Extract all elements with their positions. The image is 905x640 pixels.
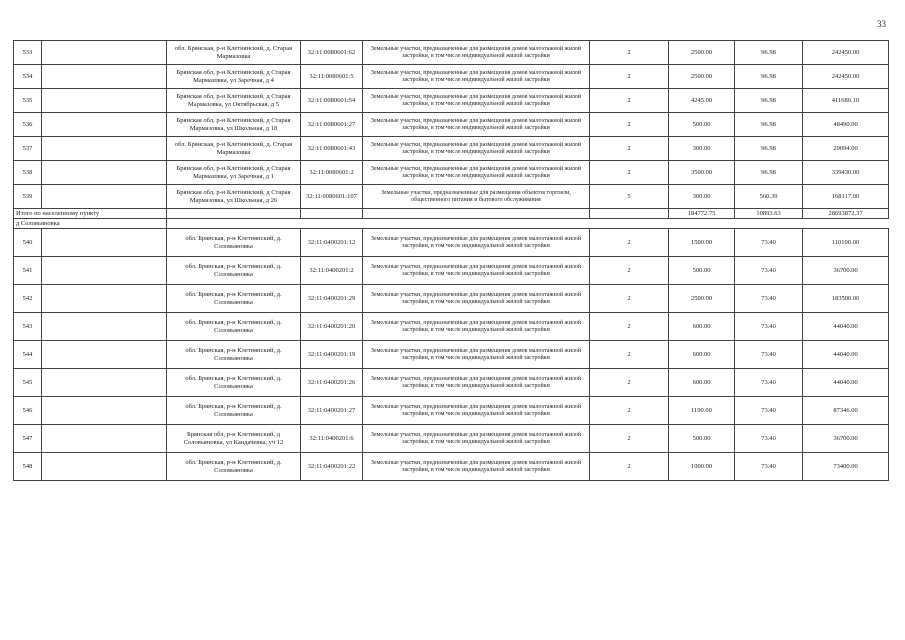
- row-number: 538: [14, 161, 42, 185]
- unit-cadastral-value: 73.40: [735, 341, 803, 369]
- unit-cadastral-value: 96.98: [735, 65, 803, 89]
- land-use-purpose: Земельные участки, предназначенные для размещения домов малоэтажной жилой застройки, в том числе индивидуальной жилой застройки: [363, 257, 590, 285]
- area: 3500.00: [669, 161, 735, 185]
- cell-empty: [42, 397, 167, 425]
- cadastral-value: 29094.00: [803, 137, 889, 161]
- cadastral-number: 32:11:0080601:27: [301, 113, 363, 137]
- row-number: 544: [14, 341, 42, 369]
- cadastral-number: 32:11:0080601:2: [301, 161, 363, 185]
- land-use-purpose: Земельные участки, предназначенные для размещения домов малоэтажной жилой застройки, в том числе индивидуальной жилой застройки: [363, 113, 590, 137]
- area: 4245.00: [669, 89, 735, 113]
- cadastral-value: 110100.00: [803, 229, 889, 257]
- table-row: [14, 257, 889, 285]
- area: 600.00: [669, 313, 735, 341]
- cell-empty: [42, 453, 167, 481]
- land-use-purpose: Земельные участки, предназначенные для размещения домов малоэтажной жилой застройки, в том числе индивидуальной жилой застройки: [363, 313, 590, 341]
- cadastral-number: 32:11:0400201:20: [301, 313, 363, 341]
- cadastral-value: 242450.00: [803, 41, 889, 65]
- table-row: [14, 137, 889, 161]
- cadastral-value: 411680.10: [803, 89, 889, 113]
- unit-cadastral-value: 73.40: [735, 229, 803, 257]
- address: обл. Брянская, р-н Клетнянский, д. Соловьяновка: [167, 341, 301, 369]
- subtotal-value: 28693872.37: [803, 209, 889, 219]
- cadastral-value: 168117.00: [803, 185, 889, 209]
- group-code: 2: [590, 161, 669, 185]
- group-code: 5: [590, 185, 669, 209]
- land-use-purpose: Земельные участки, предназначенные для размещения объектов торговли, общественного питания и бытового обслуживания: [363, 185, 590, 209]
- unit-cadastral-value: 73.40: [735, 285, 803, 313]
- unit-cadastral-value: 73.40: [735, 313, 803, 341]
- cadastral-value: 73400.00: [803, 453, 889, 481]
- unit-cadastral-value: 73.40: [735, 397, 803, 425]
- cadastral-value: 183500.00: [803, 285, 889, 313]
- land-plot-table: [13, 40, 889, 481]
- cell-empty: [42, 257, 167, 285]
- area: 2500.00: [669, 65, 735, 89]
- area: 1190.00: [669, 397, 735, 425]
- row-number: 533: [14, 41, 42, 65]
- land-use-purpose: Земельные участки, предназначенные для размещения домов малоэтажной жилой застройки, в том числе индивидуальной жилой застройки: [363, 425, 590, 453]
- cadastral-number: 32:11:0400201:29: [301, 285, 363, 313]
- cadastral-number: 32:11:0080601:43: [301, 137, 363, 161]
- cadastral-number: 32:11:0080601:54: [301, 89, 363, 113]
- cell-empty: [42, 313, 167, 341]
- cadastral-value: 44040.00: [803, 341, 889, 369]
- unit-cadastral-value: 96.98: [735, 113, 803, 137]
- cadastral-number: 32:11:0080601:62: [301, 41, 363, 65]
- subtotal-price: 10893.63: [735, 209, 803, 219]
- group-code: 2: [590, 397, 669, 425]
- row-number: 547: [14, 425, 42, 453]
- cell-empty: [590, 209, 669, 219]
- row-number: 545: [14, 369, 42, 397]
- address: обл. Брянская, р-н Клетнянский, д. Соловьяновка: [167, 397, 301, 425]
- row-number: 539: [14, 185, 42, 209]
- row-number: 543: [14, 313, 42, 341]
- unit-cadastral-value: 73.40: [735, 369, 803, 397]
- group-code: 2: [590, 425, 669, 453]
- land-use-purpose: Земельные участки, предназначенные для размещения домов малоэтажной жилой застройки, в том числе индивидуальной жилой застройки: [363, 89, 590, 113]
- address: обл. Брянская, р-н Клетнянский, д. Старая Мармазовка: [167, 41, 301, 65]
- cadastral-value: 242450.00: [803, 65, 889, 89]
- cadastral-number: 32:11:0400201:6: [301, 425, 363, 453]
- land-use-purpose: Земельные участки, предназначенные для размещения домов малоэтажной жилой застройки, в том числе индивидуальной жилой застройки: [363, 397, 590, 425]
- subtotal-label: Итого по населенному пункту: [14, 209, 167, 219]
- address: обл. Брянская, р-н Клетнянский, д. Соловьяновка: [167, 257, 301, 285]
- cadastral-number: 32:11:0400201:2: [301, 257, 363, 285]
- cell-empty: [42, 65, 167, 89]
- subtotal-area: 184772.75: [669, 209, 735, 219]
- row-number: 534: [14, 65, 42, 89]
- cell-empty: [42, 425, 167, 453]
- table-row: [14, 65, 889, 89]
- cadastral-value: 44040.00: [803, 369, 889, 397]
- group-code: 2: [590, 89, 669, 113]
- cadastral-number: 32:11:0400201:27: [301, 397, 363, 425]
- page-number: 33: [877, 19, 886, 29]
- group1-rows: [14, 41, 889, 209]
- table-row: [14, 41, 889, 65]
- group-code: 2: [590, 65, 669, 89]
- settlement-name: д Соловьяновка: [14, 219, 167, 229]
- table-row: [14, 341, 889, 369]
- table-row: [14, 425, 889, 453]
- area: 500.00: [669, 113, 735, 137]
- cell-empty: [42, 341, 167, 369]
- area: 600.00: [669, 369, 735, 397]
- address: обл. Брянская, р-н Клетнянский, д. Соловьяновка: [167, 285, 301, 313]
- land-use-purpose: Земельные участки, предназначенные для размещения домов малоэтажной жилой застройки, в том числе индивидуальной жилой застройки: [363, 369, 590, 397]
- table-row: [14, 453, 889, 481]
- land-use-purpose: Земельные участки, предназначенные для размещения домов малоэтажной жилой застройки, в том числе индивидуальной жилой застройки: [363, 65, 590, 89]
- area: 1500.00: [669, 229, 735, 257]
- cell-empty: [42, 137, 167, 161]
- subtotal-row: [14, 209, 889, 219]
- address: обл. Брянская, р-н Клетнянский, д. Соловьяновка: [167, 453, 301, 481]
- area: 500.00: [669, 425, 735, 453]
- cell-empty: [42, 41, 167, 65]
- address: Брянская обл, р-н Клетнянский, д Старая Мармазовка, ул Школьная, д 18: [167, 113, 301, 137]
- table-row: [14, 369, 889, 397]
- cadastral-value: 339430.00: [803, 161, 889, 185]
- cell-empty: [42, 161, 167, 185]
- unit-cadastral-value: 96.98: [735, 161, 803, 185]
- group-code: 2: [590, 313, 669, 341]
- cadastral-number: 32:11:0400201:12: [301, 229, 363, 257]
- group-code: 2: [590, 41, 669, 65]
- address: Брянская обл, р-н Клетнянский, д Старая Мармазовка, ул Заречная, д 4: [167, 65, 301, 89]
- table-row: [14, 285, 889, 313]
- land-use-purpose: Земельные участки, предназначенные для размещения домов малоэтажной жилой застройки, в том числе индивидуальной жилой застройки: [363, 285, 590, 313]
- cadastral-number: 32:11:0400201:19: [301, 341, 363, 369]
- group-code: 2: [590, 257, 669, 285]
- area: 2500.00: [669, 41, 735, 65]
- group-code: 2: [590, 453, 669, 481]
- group-code: 2: [590, 341, 669, 369]
- row-number: 536: [14, 113, 42, 137]
- group-code: 2: [590, 113, 669, 137]
- address: Брянская обл, р-н Клетнянский, д Соловьяновка, ул Кандачевка, уч 12: [167, 425, 301, 453]
- table-row: [14, 229, 889, 257]
- cell-empty: [42, 89, 167, 113]
- row-number: 542: [14, 285, 42, 313]
- address: обл. Брянская, р-н Клетнянский, д. Соловьяновка: [167, 229, 301, 257]
- unit-cadastral-value: 96.98: [735, 137, 803, 161]
- row-number: 535: [14, 89, 42, 113]
- cell-empty: [167, 209, 301, 219]
- unit-cadastral-value: 73.40: [735, 453, 803, 481]
- table-row: [14, 397, 889, 425]
- land-use-purpose: Земельные участки, предназначенные для размещения домов малоэтажной жилой застройки, в том числе индивидуальной жилой застройки: [363, 41, 590, 65]
- cell-empty: [363, 209, 590, 219]
- area: 300.00: [669, 185, 735, 209]
- address: Брянская обл, р-н Клетнянский, д Старая Мармазовка, ул Заречная, д 1: [167, 161, 301, 185]
- group-code: 2: [590, 137, 669, 161]
- unit-cadastral-value: 96.98: [735, 89, 803, 113]
- group-code: 2: [590, 285, 669, 313]
- cadastral-value: 36700.00: [803, 425, 889, 453]
- cadastral-number: 32:11:0080601:5: [301, 65, 363, 89]
- area: 1000.00: [669, 453, 735, 481]
- cell-empty: [42, 113, 167, 137]
- unit-cadastral-value: 73.40: [735, 257, 803, 285]
- land-use-purpose: Земельные участки, предназначенные для размещения домов малоэтажной жилой застройки, в том числе индивидуальной жилой застройки: [363, 341, 590, 369]
- area: 600.00: [669, 341, 735, 369]
- row-number: 546: [14, 397, 42, 425]
- table-row: [14, 185, 889, 209]
- table-row: [14, 313, 889, 341]
- address: обл. Брянская, р-н Клетнянский, д. Соловьяновка: [167, 313, 301, 341]
- cadastral-value: 48490.00: [803, 113, 889, 137]
- cadastral-number: 32:11:0400201:22: [301, 453, 363, 481]
- address: обл. Брянская, р-н Клетнянский, д. Старая Мармазовка: [167, 137, 301, 161]
- cell-empty: [301, 209, 363, 219]
- group2-rows: [14, 229, 889, 481]
- cell-empty: [42, 229, 167, 257]
- land-use-purpose: Земельные участки, предназначенные для размещения домов малоэтажной жилой застройки, в том числе индивидуальной жилой застройки: [363, 137, 590, 161]
- unit-cadastral-value: 73.40: [735, 425, 803, 453]
- table-row: [14, 113, 889, 137]
- cell-empty: [167, 219, 889, 229]
- group-code: 2: [590, 229, 669, 257]
- cadastral-value: 87346.00: [803, 397, 889, 425]
- cell-empty: [42, 369, 167, 397]
- area: 300.00: [669, 137, 735, 161]
- cadastral-number: 32:11:0400201:26: [301, 369, 363, 397]
- cadastral-value: 44040.00: [803, 313, 889, 341]
- cadastral-number: 32:11:0080601:107: [301, 185, 363, 209]
- cell-empty: [42, 185, 167, 209]
- row-number: 541: [14, 257, 42, 285]
- row-number: 537: [14, 137, 42, 161]
- unit-cadastral-value: 96.98: [735, 41, 803, 65]
- address: Брянская обл, р-н Клетнянский, д Старая Мармазовка, ул Октябрьская, д 5: [167, 89, 301, 113]
- table-row: [14, 89, 889, 113]
- land-use-purpose: Земельные участки, предназначенные для размещения домов малоэтажной жилой застройки, в том числе индивидуальной жилой застройки: [363, 453, 590, 481]
- address: Брянская обл, р-н Клетнянский, д Старая Мармазовка, ул Школьная, д 26: [167, 185, 301, 209]
- settlement-row: [14, 219, 889, 229]
- row-number: 548: [14, 453, 42, 481]
- table-row: [14, 161, 889, 185]
- unit-cadastral-value: 560.39: [735, 185, 803, 209]
- row-number: 540: [14, 229, 42, 257]
- land-use-purpose: Земельные участки, предназначенные для размещения домов малоэтажной жилой застройки, в том числе индивидуальной жилой застройки: [363, 229, 590, 257]
- land-use-purpose: Земельные участки, предназначенные для размещения домов малоэтажной жилой застройки, в том числе индивидуальной жилой застройки: [363, 161, 590, 185]
- area: 500.00: [669, 257, 735, 285]
- group-code: 2: [590, 369, 669, 397]
- area: 2500.00: [669, 285, 735, 313]
- address: обл. Брянская, р-н Клетнянский, д. Соловьяновка: [167, 369, 301, 397]
- cell-empty: [42, 285, 167, 313]
- cadastral-value: 36700.00: [803, 257, 889, 285]
